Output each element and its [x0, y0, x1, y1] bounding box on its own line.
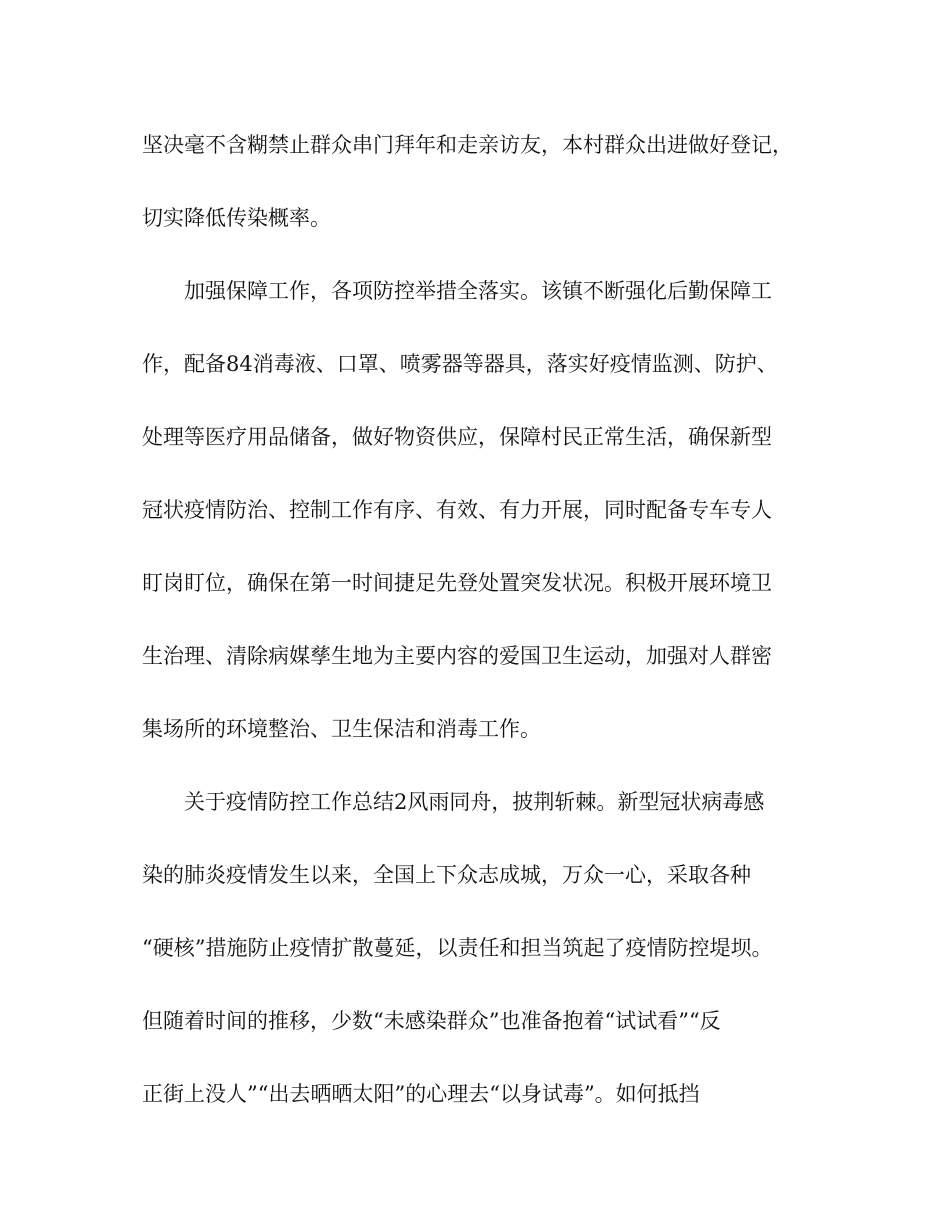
text-line: 处理等医疗用品储备，做好物资供应，保障村民正常生活，确保新型: [142, 425, 772, 449]
text-line: 坚决毫不含糊禁止群众串门拜年和走亲访友，本村群众出进做好登记，: [142, 133, 793, 157]
text-line: 作，配备84消毒液、口罩、喷雾器等器具，落实好疫情监测、防护、: [142, 352, 778, 376]
paragraph-start-line: 关于疫情防控工作总结2风雨同舟，披荆斩棘。新型冠状病毒感: [184, 790, 765, 814]
text-line: 冠状疫情防治、控制工作有序、有效、有力开展，同时配备专车专人: [142, 498, 772, 522]
text-line: 但随着时间的推移，少数“未感染群众”也准备抱着“试试看”“反: [142, 1009, 721, 1033]
text-line: 切实降低传染概率。: [142, 206, 331, 230]
text-line: 生治理、清除病媒孳生地为主要内容的爱国卫生运动，加强对人群密: [142, 644, 772, 668]
paragraph-start-line: 加强保障工作，各项防控举措全落实。该镇不断强化后勤保障工: [184, 279, 772, 303]
text-line: 染的肺炎疫情发生以来，全国上下众志成城，万众一心，采取各种: [142, 863, 751, 887]
text-line: 正街上没人”“出去晒晒太阳”的心理去“以身试毒”。如何抵挡: [142, 1082, 700, 1106]
text-line: 集场所的环境整治、卫生保洁和消毒工作。: [142, 717, 541, 741]
text-line: “硬核”措施防止疫情扩散蔓延，以责任和担当筑起了疫情防控堤坝。: [142, 936, 773, 960]
text-line: 盯岗盯位，确保在第一时间捷足先登处置突发状况。积极开展环境卫: [142, 571, 772, 595]
